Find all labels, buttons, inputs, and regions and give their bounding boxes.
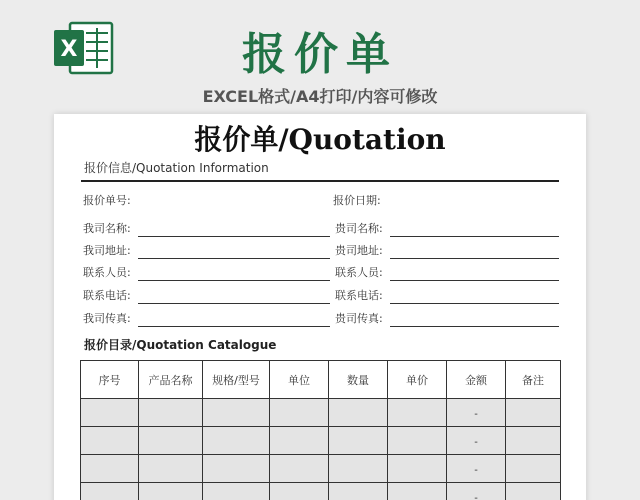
table-cell[interactable] [270, 483, 329, 500]
table-cell[interactable] [506, 483, 561, 500]
table-cell[interactable] [388, 399, 447, 427]
field-our-name-input[interactable] [138, 236, 330, 237]
table-cell-amount[interactable]: - [447, 399, 506, 427]
col-header-unit: 单位 [270, 361, 329, 399]
table-cell[interactable] [81, 427, 139, 455]
field-your-fax-label: 贵司传真: [335, 312, 383, 325]
table-cell[interactable] [506, 427, 561, 455]
field-your-name-label: 贵司名称: [335, 222, 383, 235]
table-cell[interactable] [329, 399, 388, 427]
banner-title: 报价单 [242, 29, 398, 80]
catalogue-section-heading: 报价目录/Quotation Catalogue [84, 338, 277, 352]
field-quote-number-label: 报价单号: [83, 194, 131, 207]
col-header-amount: 金额 [447, 361, 506, 399]
table-cell-amount[interactable]: - [447, 455, 506, 483]
table-cell[interactable] [329, 483, 388, 500]
table-row [81, 455, 561, 483]
field-your-phone-label: 联系电话: [335, 289, 383, 302]
field-our-address-input[interactable] [138, 258, 330, 259]
field-your-phone-input[interactable] [390, 303, 559, 304]
field-our-contact-label: 联系人员: [83, 266, 131, 279]
table-cell[interactable] [81, 455, 139, 483]
field-your-name-input[interactable] [390, 236, 559, 237]
field-our-phone-label: 联系电话: [83, 289, 131, 302]
table-header-row [81, 361, 561, 399]
table-cell[interactable] [388, 427, 447, 455]
col-header-remark: 备注 [506, 361, 561, 399]
table-cell[interactable] [139, 427, 203, 455]
field-our-address-label: 我司地址: [83, 244, 131, 257]
col-header-quantity: 数量 [329, 361, 388, 399]
col-header-price: 单价 [388, 361, 447, 399]
field-our-name-label: 我司名称: [83, 222, 131, 235]
field-our-contact-input[interactable] [138, 280, 330, 281]
table-row [81, 483, 561, 500]
col-header-product: 产品名称 [139, 361, 203, 399]
quotation-items-table [80, 360, 561, 500]
field-your-fax-input[interactable] [390, 326, 559, 327]
table-cell[interactable] [139, 483, 203, 500]
table-cell[interactable] [388, 455, 447, 483]
table-cell[interactable] [270, 399, 329, 427]
quotation-sheet [54, 114, 586, 500]
table-cell-amount[interactable]: - [447, 483, 506, 500]
table-row [81, 427, 561, 455]
field-your-address-input[interactable] [390, 258, 559, 259]
table-cell[interactable] [329, 455, 388, 483]
section-divider [81, 180, 559, 182]
table-cell[interactable] [506, 399, 561, 427]
table-cell[interactable] [81, 483, 139, 500]
col-header-index: 序号 [81, 361, 139, 399]
table-cell[interactable] [203, 455, 270, 483]
document-title: 报价单/Quotation [194, 123, 446, 156]
table-cell[interactable] [329, 427, 388, 455]
field-our-phone-input[interactable] [138, 303, 330, 304]
col-header-spec: 规格/型号 [203, 361, 270, 399]
table-cell[interactable] [81, 399, 139, 427]
table-cell-amount[interactable]: - [447, 427, 506, 455]
table-cell[interactable] [270, 427, 329, 455]
table-cell[interactable] [203, 483, 270, 500]
table-cell[interactable] [270, 455, 329, 483]
table-cell[interactable] [203, 399, 270, 427]
table-cell[interactable] [139, 455, 203, 483]
logo-letter: X [60, 37, 78, 62]
field-quote-date-label: 报价日期: [333, 194, 381, 207]
table-cell[interactable] [506, 455, 561, 483]
table-cell[interactable] [139, 399, 203, 427]
field-your-contact-input[interactable] [390, 280, 559, 281]
field-our-fax-input[interactable] [138, 326, 330, 327]
field-your-contact-label: 联系人员: [335, 266, 383, 279]
info-section-heading: 报价信息/Quotation Information [84, 161, 269, 175]
field-our-fax-label: 我司传真: [83, 312, 131, 325]
table-cell[interactable] [203, 427, 270, 455]
table-cell[interactable] [388, 483, 447, 500]
banner-subtitle: EXCEL格式/A4打印/内容可修改 [202, 87, 438, 106]
table-row [81, 399, 561, 427]
field-your-address-label: 贵司地址: [335, 244, 383, 257]
